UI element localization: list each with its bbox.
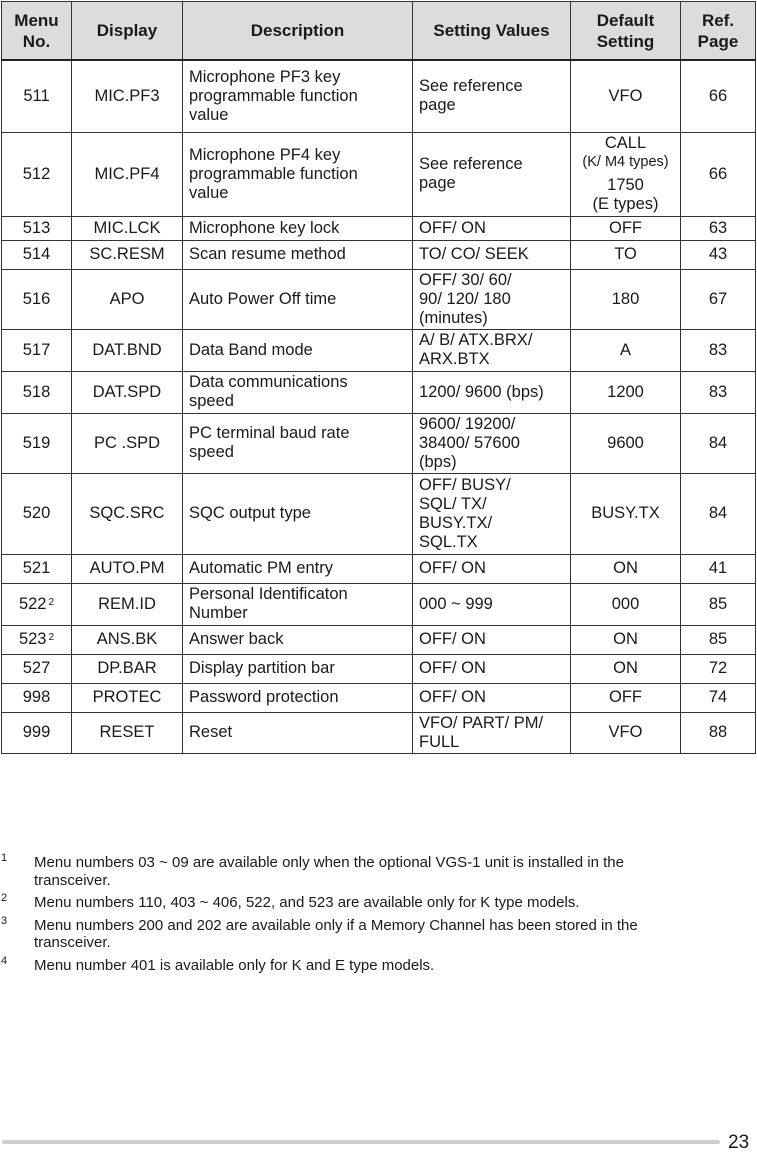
header-line: Page bbox=[697, 31, 739, 51]
cell-line: 1200 bbox=[607, 382, 644, 401]
default-setting-cell bbox=[571, 683, 681, 712]
display-cell: REM.ID bbox=[72, 583, 183, 625]
footnote-number: 3 bbox=[1, 914, 8, 927]
setting-values-cell bbox=[413, 625, 571, 654]
cell-line: Reset bbox=[189, 723, 233, 741]
cell-line: value bbox=[189, 183, 229, 202]
default-setting-cell bbox=[571, 240, 681, 269]
ref-page-cell: 66 bbox=[681, 132, 756, 216]
footnote-number: 2 bbox=[1, 892, 8, 904]
display-cell: MIC.PF3 bbox=[72, 60, 183, 132]
header-line: Default bbox=[596, 10, 655, 30]
cell-line: 000 bbox=[611, 594, 640, 613]
setting-values-cell bbox=[413, 269, 571, 329]
description-cell bbox=[183, 712, 413, 753]
ref-page-cell: 63 bbox=[681, 216, 756, 240]
cell-line: Data Band mode bbox=[189, 340, 313, 359]
display-cell: AUTO.PM bbox=[72, 554, 183, 583]
description-cell bbox=[183, 683, 413, 712]
ref-page-cell: 85 bbox=[681, 625, 756, 654]
cell-line: OFF/ ON bbox=[419, 218, 486, 237]
footnote bbox=[0, 954, 720, 975]
cell-line: See reference bbox=[419, 155, 523, 173]
footnote bbox=[0, 914, 720, 952]
default-setting-cell bbox=[571, 583, 681, 625]
display-cell: DP.BAR bbox=[72, 654, 183, 683]
header-setting-values bbox=[413, 2, 571, 61]
ref-page-cell: 72 bbox=[681, 654, 756, 683]
ref-page-cell: 83 bbox=[681, 371, 756, 413]
header-ref-page bbox=[681, 2, 756, 61]
menu-no: 520 bbox=[22, 504, 51, 522]
default-setting-cell bbox=[571, 625, 681, 654]
cell-line: OFF/ ON bbox=[419, 659, 486, 677]
ref-page-cell: 85 bbox=[681, 583, 756, 625]
header-default-setting bbox=[571, 2, 681, 61]
cell-line: Microphone PF3 key bbox=[189, 67, 341, 86]
cell-line: OFF bbox=[609, 218, 642, 237]
menu-no-cell bbox=[2, 371, 72, 413]
header-line: Display bbox=[96, 21, 158, 40]
table-row bbox=[2, 371, 756, 413]
menu-no: 998 bbox=[22, 688, 51, 706]
cell-line: Password protection bbox=[189, 688, 339, 706]
display-cell: ANS.BK bbox=[72, 625, 183, 654]
menu-no: 518 bbox=[22, 382, 51, 401]
ref-page-cell: 83 bbox=[681, 329, 756, 371]
description-cell bbox=[183, 240, 413, 269]
cell-line: (minutes) bbox=[419, 308, 488, 327]
menu-no-cell bbox=[2, 240, 72, 269]
footnote bbox=[0, 854, 720, 889]
footnote-marker: 2 bbox=[48, 596, 55, 608]
cell-line: Answer back bbox=[189, 630, 284, 648]
description-cell bbox=[183, 473, 413, 554]
cell-line: speed bbox=[189, 443, 234, 461]
description-cell bbox=[183, 554, 413, 583]
cell-line: Number bbox=[189, 604, 248, 622]
display-cell: PROTEC bbox=[72, 683, 183, 712]
menu-no: 513 bbox=[22, 218, 51, 237]
header-line: Description bbox=[250, 21, 345, 40]
display-cell: DAT.SPD bbox=[72, 371, 183, 413]
ref-page-cell: 41 bbox=[681, 554, 756, 583]
display-cell: PC .SPD bbox=[72, 413, 183, 473]
table-row bbox=[2, 240, 756, 269]
cell-line: VFO bbox=[608, 723, 643, 741]
cell-line: (K/ M4 types) bbox=[582, 154, 669, 170]
setting-values-cell bbox=[413, 683, 571, 712]
cell-line: 9600 bbox=[607, 433, 644, 452]
ref-page-cell: 84 bbox=[681, 413, 756, 473]
cell-line: Data communications bbox=[189, 373, 348, 391]
cell-line: ARX.BTX bbox=[419, 350, 490, 368]
cell-line: ON bbox=[613, 559, 638, 577]
description-cell bbox=[183, 654, 413, 683]
cell-line: OFF/ BUSY/ bbox=[419, 475, 511, 494]
cell-line: 180 bbox=[611, 289, 640, 308]
menu-no-cell bbox=[2, 554, 72, 583]
cell-line: speed bbox=[189, 392, 234, 410]
footnote-number: 4 bbox=[1, 954, 8, 967]
menu-no-cell bbox=[2, 269, 72, 329]
table-row bbox=[2, 216, 756, 240]
ref-page-cell: 74 bbox=[681, 683, 756, 712]
cell-line: SQC output type bbox=[189, 504, 311, 522]
cell-line: Microphone key lock bbox=[189, 218, 340, 237]
cell-line: Automatic PM entry bbox=[189, 559, 333, 577]
cell-line: A bbox=[619, 340, 631, 359]
menu-no-cell bbox=[2, 413, 72, 473]
setting-values-cell bbox=[413, 329, 571, 371]
menu-no: 522 bbox=[18, 594, 47, 613]
default-setting-cell bbox=[571, 216, 681, 240]
description-cell bbox=[183, 216, 413, 240]
setting-values-cell bbox=[413, 132, 571, 216]
ref-page-cell: 84 bbox=[681, 473, 756, 554]
ref-page-cell: 88 bbox=[681, 712, 756, 753]
cell-line: 38400/ 57600 bbox=[419, 433, 520, 452]
cell-line: 1200/ 9600 (bps) bbox=[419, 382, 544, 401]
menu-no: 511 bbox=[23, 86, 50, 105]
setting-values-cell bbox=[413, 473, 571, 554]
display-cell: SQC.SRC bbox=[72, 473, 183, 554]
description-cell bbox=[183, 132, 413, 216]
default-setting-cell bbox=[571, 60, 681, 132]
cell-line: VFO bbox=[608, 86, 643, 105]
cell-line: PC terminal baud rate bbox=[189, 424, 350, 442]
cell-line: BUSY.TX bbox=[591, 504, 660, 522]
menu-no-cell bbox=[2, 583, 72, 625]
menu-no: 514 bbox=[22, 245, 51, 263]
default-setting-cell bbox=[571, 554, 681, 583]
ref-page-cell: 66 bbox=[681, 60, 756, 132]
cell-line: (E types) bbox=[592, 195, 659, 213]
footnote-line: Menu number 401 is available only for K and E type models. bbox=[34, 956, 435, 974]
table-row bbox=[2, 413, 756, 473]
cell-line: 9600/ 19200/ bbox=[419, 414, 516, 433]
setting-values-cell bbox=[413, 60, 571, 132]
cell-line: BUSY.TX/ bbox=[419, 513, 493, 532]
footnote-number: 1 bbox=[1, 852, 8, 864]
default-setting-cell bbox=[571, 132, 681, 216]
cell-line: OFF/ ON bbox=[419, 630, 486, 648]
ref-page-cell: 43 bbox=[681, 240, 756, 269]
description-cell bbox=[183, 269, 413, 329]
cell-line: SQL/ TX/ bbox=[419, 494, 487, 513]
menu-settings-table bbox=[1, 1, 756, 754]
default-setting-cell bbox=[571, 712, 681, 753]
default-setting-cell bbox=[571, 371, 681, 413]
setting-values-cell bbox=[413, 583, 571, 625]
display-cell: DAT.BND bbox=[72, 329, 183, 371]
table-row bbox=[2, 329, 756, 371]
cell-line: 000 ~ 999 bbox=[419, 594, 493, 613]
menu-no: 516 bbox=[22, 289, 51, 308]
display-cell: MIC.PF4 bbox=[72, 132, 183, 216]
header-description bbox=[183, 2, 413, 61]
header-line: Ref. bbox=[701, 10, 735, 30]
display-cell: APO bbox=[72, 269, 183, 329]
cell-line: VFO/ PART/ PM/ bbox=[419, 713, 544, 732]
cell-line: Auto Power Off time bbox=[189, 289, 337, 308]
table-row bbox=[2, 60, 756, 132]
header-row bbox=[2, 2, 756, 61]
cell-line: Personal Identificaton bbox=[189, 585, 348, 603]
cell-line: TO bbox=[614, 245, 637, 263]
menu-no-cell bbox=[2, 683, 72, 712]
menu-no: 527 bbox=[22, 659, 51, 677]
footnote-line: Menu numbers 110, 403 ~ 406, 522, and 523 are available only for K type models. bbox=[34, 894, 580, 911]
header-line: Menu bbox=[14, 10, 59, 30]
menu-no: 999 bbox=[22, 723, 51, 741]
table-row bbox=[2, 554, 756, 583]
description-cell bbox=[183, 413, 413, 473]
setting-values-cell bbox=[413, 654, 571, 683]
description-cell bbox=[183, 583, 413, 625]
menu-no: 521 bbox=[22, 559, 51, 577]
table-row bbox=[2, 625, 756, 654]
cell-line: page bbox=[419, 96, 456, 115]
cell-line: OFF/ ON bbox=[419, 559, 486, 577]
footnotes bbox=[0, 854, 720, 979]
setting-values-cell bbox=[413, 240, 571, 269]
table-row bbox=[2, 132, 756, 216]
footnote-line: Menu numbers 200 and 202 are available only if a Memory Channel has been stored in the bbox=[34, 916, 638, 934]
cell-line: OFF/ ON bbox=[419, 688, 486, 706]
menu-no-cell bbox=[2, 132, 72, 216]
setting-values-cell bbox=[413, 216, 571, 240]
menu-no: 512 bbox=[22, 164, 51, 183]
table-row bbox=[2, 473, 756, 554]
menu-no-cell bbox=[2, 654, 72, 683]
footer-rule bbox=[2, 1140, 720, 1144]
cell-line: See reference bbox=[419, 77, 523, 96]
cell-line: FULL bbox=[419, 732, 460, 751]
cell-line: page bbox=[419, 174, 456, 192]
menu-no-cell bbox=[2, 625, 72, 654]
cell-line: 90/ 120/ 180 bbox=[419, 289, 511, 308]
menu-no-cell bbox=[2, 712, 72, 753]
cell-line: ON bbox=[613, 630, 638, 648]
display-cell: MIC.LCK bbox=[72, 216, 183, 240]
table-row bbox=[2, 683, 756, 712]
menu-no-cell bbox=[2, 473, 72, 554]
cell-line: OFF/ 30/ 60/ bbox=[419, 270, 512, 289]
footnote-line: transceiver. bbox=[34, 934, 111, 951]
default-setting-cell bbox=[571, 473, 681, 554]
cell-line: CALL bbox=[604, 134, 647, 152]
cell-line: Scan resume method bbox=[189, 245, 346, 263]
header-line: Setting Values bbox=[433, 21, 550, 40]
description-cell bbox=[183, 60, 413, 132]
cell-line: TO/ CO/ SEEK bbox=[419, 245, 529, 263]
footnote-line: Menu numbers 03 ~ 09 are available only when the optional VGS-1 unit is installed in the bbox=[34, 854, 624, 871]
description-cell bbox=[183, 329, 413, 371]
default-setting-cell bbox=[571, 654, 681, 683]
header-line: No. bbox=[22, 31, 51, 51]
menu-no: 519 bbox=[22, 433, 51, 452]
cell-line: 1750 bbox=[607, 176, 644, 194]
cell-line: SQL.TX bbox=[419, 532, 478, 551]
setting-values-cell bbox=[413, 554, 571, 583]
cell-line: Display partition bar bbox=[189, 659, 335, 677]
menu-no: 523 bbox=[18, 630, 47, 648]
cell-line: programmable function bbox=[189, 164, 358, 183]
setting-values-cell bbox=[413, 413, 571, 473]
cell-line: value bbox=[189, 105, 229, 124]
footnote-line: transceiver. bbox=[34, 871, 111, 889]
cell-line: ON bbox=[613, 659, 638, 677]
cell-line: A/ B/ ATX.BRX/ bbox=[419, 331, 533, 349]
cell-line: OFF bbox=[609, 688, 642, 706]
default-setting-cell bbox=[571, 269, 681, 329]
cell-line: Microphone PF4 key bbox=[189, 145, 341, 164]
header-display bbox=[72, 2, 183, 61]
table-row bbox=[2, 654, 756, 683]
menu-no-cell bbox=[2, 216, 72, 240]
description-cell bbox=[183, 625, 413, 654]
display-cell: RESET bbox=[72, 712, 183, 753]
ref-page-cell: 67 bbox=[681, 269, 756, 329]
table-body bbox=[2, 60, 756, 753]
header-line: Setting bbox=[596, 31, 655, 51]
menu-no-cell bbox=[2, 329, 72, 371]
footnote bbox=[0, 894, 720, 912]
setting-values-cell bbox=[413, 712, 571, 753]
header-menu-no bbox=[2, 2, 72, 61]
menu-no: 517 bbox=[22, 340, 51, 359]
menu-no-cell bbox=[2, 60, 72, 132]
default-setting-cell bbox=[571, 413, 681, 473]
cell-line: programmable function bbox=[189, 86, 358, 105]
table-row bbox=[2, 583, 756, 625]
table-row bbox=[2, 269, 756, 329]
description-cell bbox=[183, 371, 413, 413]
footnote-marker: 2 bbox=[48, 632, 55, 643]
cell-line: (bps) bbox=[419, 452, 457, 471]
page-number: 23 bbox=[728, 1132, 750, 1153]
table-row bbox=[2, 712, 756, 753]
setting-values-cell bbox=[413, 371, 571, 413]
default-setting-cell bbox=[571, 329, 681, 371]
display-cell: SC.RESM bbox=[72, 240, 183, 269]
